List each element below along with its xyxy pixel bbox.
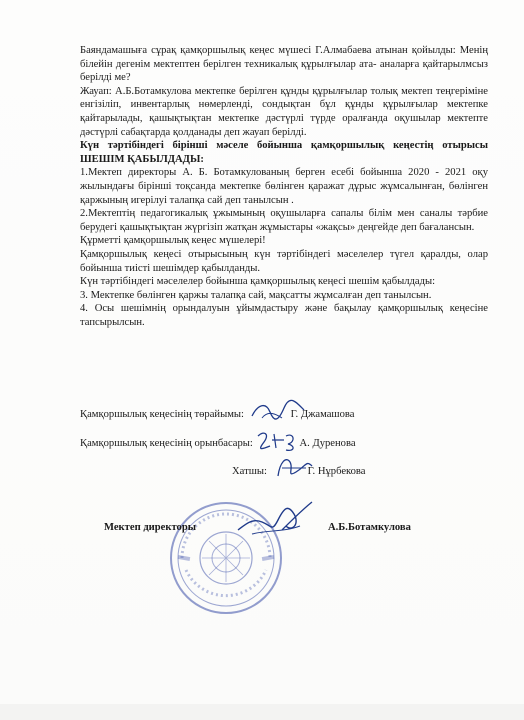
school-seal-stamp — [168, 500, 284, 616]
signature-row-chair — [80, 408, 354, 421]
paragraph-decision-3: 3. Мектепке бөлінген қаржы талапқа сай, мақсатты жұмсалған деп танылсын. — [80, 289, 432, 301]
secretary-name: Г. Нұрбекова — [307, 466, 366, 477]
signature-row-deputy — [80, 437, 356, 450]
paragraph-decision-4: 4. Осы шешімнің орындалуын ұйымдастыру және бақылау қамқоршылық кеңесіне тапсырылсын. — [80, 303, 488, 328]
paragraph-agenda-reviewed: Қамқоршылық кеңесі отырысының күн тәртібіндегі мәселелер түгел қаралды, олар бойынша тиісті шешімдер қабылданды. — [80, 248, 488, 274]
paragraph-decision-heading: Күн тәртібіндегі бірінші мәселе бойынша қамқоршылық кеңестің отырысы ШЕШІМ ҚАБЫЛДАДЫ: — [80, 140, 488, 165]
chair-label: Қамқоршылық кеңесінің төрайымы: — [80, 409, 244, 420]
scan-bottom-edge — [0, 704, 524, 720]
chair-name: Г. Джамашова — [290, 409, 355, 420]
deputy-name: А. Дуренова — [299, 438, 356, 449]
paragraph-decision-1: 1.Мектеп директоры А. Б. Ботамкулованың берген есебі бойынша 2020 - 2021 оқу жылындағы бірінші тоқсанда мектепке бөлінген қаражат дұрыс жұмсалынған, бөлінген қаржының игерілуі талапқа сай деп танылсын . — [80, 167, 488, 206]
secretary-label: Хатшы: — [232, 466, 267, 477]
deputy-label: Қамқоршылық кеңесінің орынбасары: — [80, 438, 253, 449]
paragraph-question: Баяндамашыға сұрақ қамқоршылық кеңес мүшесі Г.Алмабаева атынан қойылды: Менің білейін дегенім мектептен берілген техникалық құрылғылар ата- аналарға қайтарылмсыз берілді ме? — [80, 45, 488, 84]
minutes-body — [80, 44, 488, 329]
signature-row-secretary — [232, 465, 366, 478]
paragraph-agenda-decision: Күн тәртібіндегі мәселелер бойынша қамқоршылық кеңесі шешім қабылдады: — [80, 276, 436, 288]
paragraph-answer: Жауап: А.Б.Ботамкулова мектепке берілген құнды құрылғылар толық мектеп теңгеріміне енгізіліп, инвентарлық нөмерленді, сондықтан бұл құнды құрылғылар мектепке қайтарылады, қашықтықтан мектепке дәстүрлі түрде оралғанда оқушылар мектепте дәстүрлі сабақтарда қолданады деп жауап берілді. — [80, 85, 488, 138]
paragraph-decision-2: 2.Мектептің педагогикалық ұжымының оқушыларға сапалы білім мен саналы тәрбие берудегі қашықтықтан жүргізіп жатқан жұмыстары «жақсы» деңгейде деп бағалансын. — [80, 208, 488, 233]
paragraph-address: Құрметті қамқоршылық кеңес мүшелері! — [80, 235, 266, 247]
director-name: А.Б.Ботамкулова — [328, 522, 411, 533]
director-label: Мектеп директоры — [104, 522, 197, 533]
